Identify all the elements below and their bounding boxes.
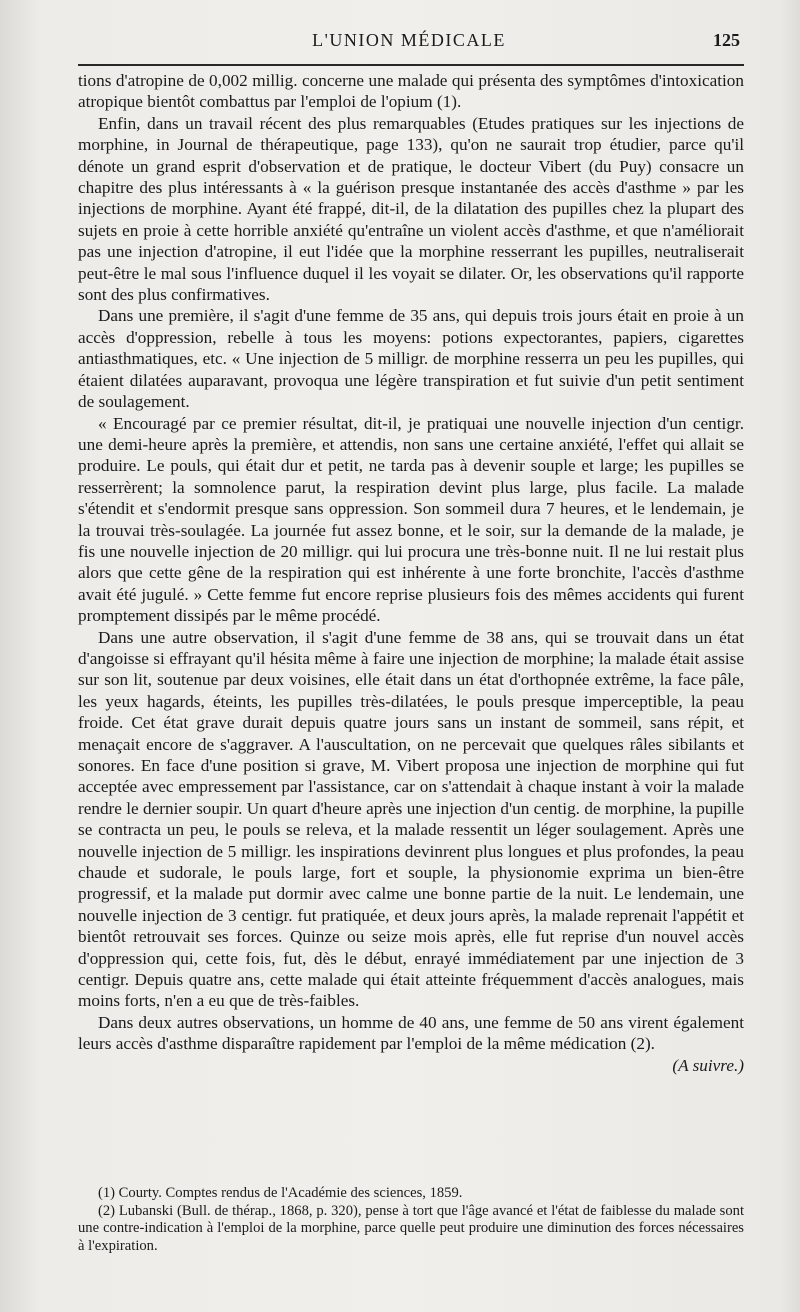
page-number: 125	[713, 30, 740, 50]
header-rule	[78, 64, 744, 66]
paragraph-second-observation: Dans une autre observation, il s'agit d'une femme de 38 ans, qui se trouvait dans un état d'angoisse si effrayant qu'il hésita même à faire une injection de morphine; la malade était assise sur son lit, soutenue par deux voisines, elle était dans un état d'orthopnée extrême, la face pâle, les yeux hagards, éteints, les pupilles très-dilatées, le pouls presque imperceptible, la peau froide. Cet état grave durait depuis quatre jours sans un instant de sommeil, sans répit, et menaçait encore de s'aggraver. A l'auscultation, on ne percevait que quelques râles sibilants et sonores. En face d'une position si grave, M. Vibert proposa une injection de morphine qui fut acceptée avec empressement par l'assistance, car on s'attendait à chaque instant à voir la malade rendre le dernier soupir. Un quart d'heure après une injection d'un centig. de morphine, la pupille se contracta un peu, le pouls se releva, et la malade ressentit un léger soulagement. Après une nouvelle injection de 5 milligr. les inspirations devinrent plus longues et plus profondes, la peau chaude et sudorale, le pouls large, fort et souple, la physionomie exprima un bien-être progressif, et la malade put dormir avec calme une bonne partie de la nuit. Le lendemain, une nouvelle injection de 3 centigr. fut pratiquée, et deux jours après, la malade reprenait l'appétit et bientôt retrouvait ses forces. Quinze ou seize mois après, elle fut reprise d'un nouvel accès d'oppression qui, cette fois, fut, dès le début, enrayé immédiatement par une injection de 3 centigr. Depuis quatre ans, cette malade qui était atteinte fréquemment d'accès analogues, mais moins forts, n'en a eu que de très-faibles.	[78, 627, 744, 1011]
paragraph-continuation: tions d'atropine de 0,002 millig. concerne une malade qui présenta des symptômes d'intoxication atropique bientôt combattus par l'emploi de l'opium (1).	[78, 71, 744, 112]
footnote-1: (1) Courty. Comptes rendus de l'Académie des sciences, 1859.	[98, 1185, 463, 1201]
footnotes	[78, 1185, 744, 1255]
page-header	[78, 30, 740, 60]
paragraph-vibert-study: Enfin, dans un travail récent des plus remarquables (Etudes pratiques sur les injections de morphine, in Journal de thérapeutique, page 133), qu'on ne saurait trop étudier, parce qu'il dénote un grand esprit d'observation et de pratique, le docteur Vibert (du Puy) consacre un chapitre des plus intéressants à « la guérison presque instantanée des accès d'asthme » par les injections de morphine. Ayant été frappé, dit-il, de la dilatation des pupilles chez la plupart des sujets en proie à cette horrible anxiété qu'entraîne un violent accès d'asthme, et que n'améliorait pas une injection d'atropine, il eut l'idée que la morphine resserrant les pupilles, neutraliserait peut-être le mal sous l'influence duquel il les voyait se dilater. Or, les observations qu'il rapporte sont des plus confirmatives.	[78, 113, 744, 305]
paragraph-other-observations: Dans deux autres observations, un homme de 40 ans, une femme de 50 ans virent également leurs accès d'asthme disparaître rapidement par l'emploi de la même médication (2).	[78, 1012, 744, 1054]
footnote-2: (2) Lubanski (Bull. de thérap., 1868, p. 320), pense à tort que l'âge avancé et l'état de faiblesse du malade sont une contre-indication à l'emploi de la morphine, parce quelle peut produire une diminution des forces nécessaires à l'expiration.	[78, 1202, 744, 1254]
to-be-continued-line	[78, 1055, 744, 1076]
body-text	[78, 70, 744, 1076]
to-be-continued: (A suivre.)	[672, 1055, 744, 1075]
paragraph-first-observation: Dans une première, il s'agit d'une femme de 35 ans, qui depuis trois jours était en proie à un accès d'oppression, rebelle à tous les moyens: potions expectorantes, papiers, cigarettes antiasthmatiques, etc. « Une injection de 5 milligr. de morphine resserra un peu les pupilles, qui étaient dilatées auparavant, provoqua une légère transpiration et fut suivie d'un petit sentiment de soulagement.	[78, 306, 744, 412]
running-head: L'UNION MÉDICALE	[312, 30, 506, 50]
paragraph-quoted-account: « Encouragé par ce premier résultat, dit-il, je pratiquai une nouvelle injection d'un centigr. une demi-heure après la première, et attendis, non sans une certaine anxiété, l'effet qui allait se produire. Le pouls, qui était dur et petit, ne tarda pas à devenir souple et large; les pupilles se resserrèrent; la somnolence parut, la respiration devint plus large, plus facile. La malade s'étendit et s'endormit presque sans oppression. Son sommeil dura 7 heures, et le lendemain, je la trouvai très-soulagée. La journée fut assez bonne, et le soir, sur la demande de la malade, je fis une nouvelle injection de 20 milligr. qui lui procura une très-bonne nuit. Il ne lui restait plus alors que cette gêne de la respiration qui est inhérente à une forte bronchite, l'accès d'asthme avait été jugulé. » Cette femme fut encore reprise plusieurs fois des mêmes accidents qui furent promptement dissipés par le même procédé.	[78, 413, 744, 626]
